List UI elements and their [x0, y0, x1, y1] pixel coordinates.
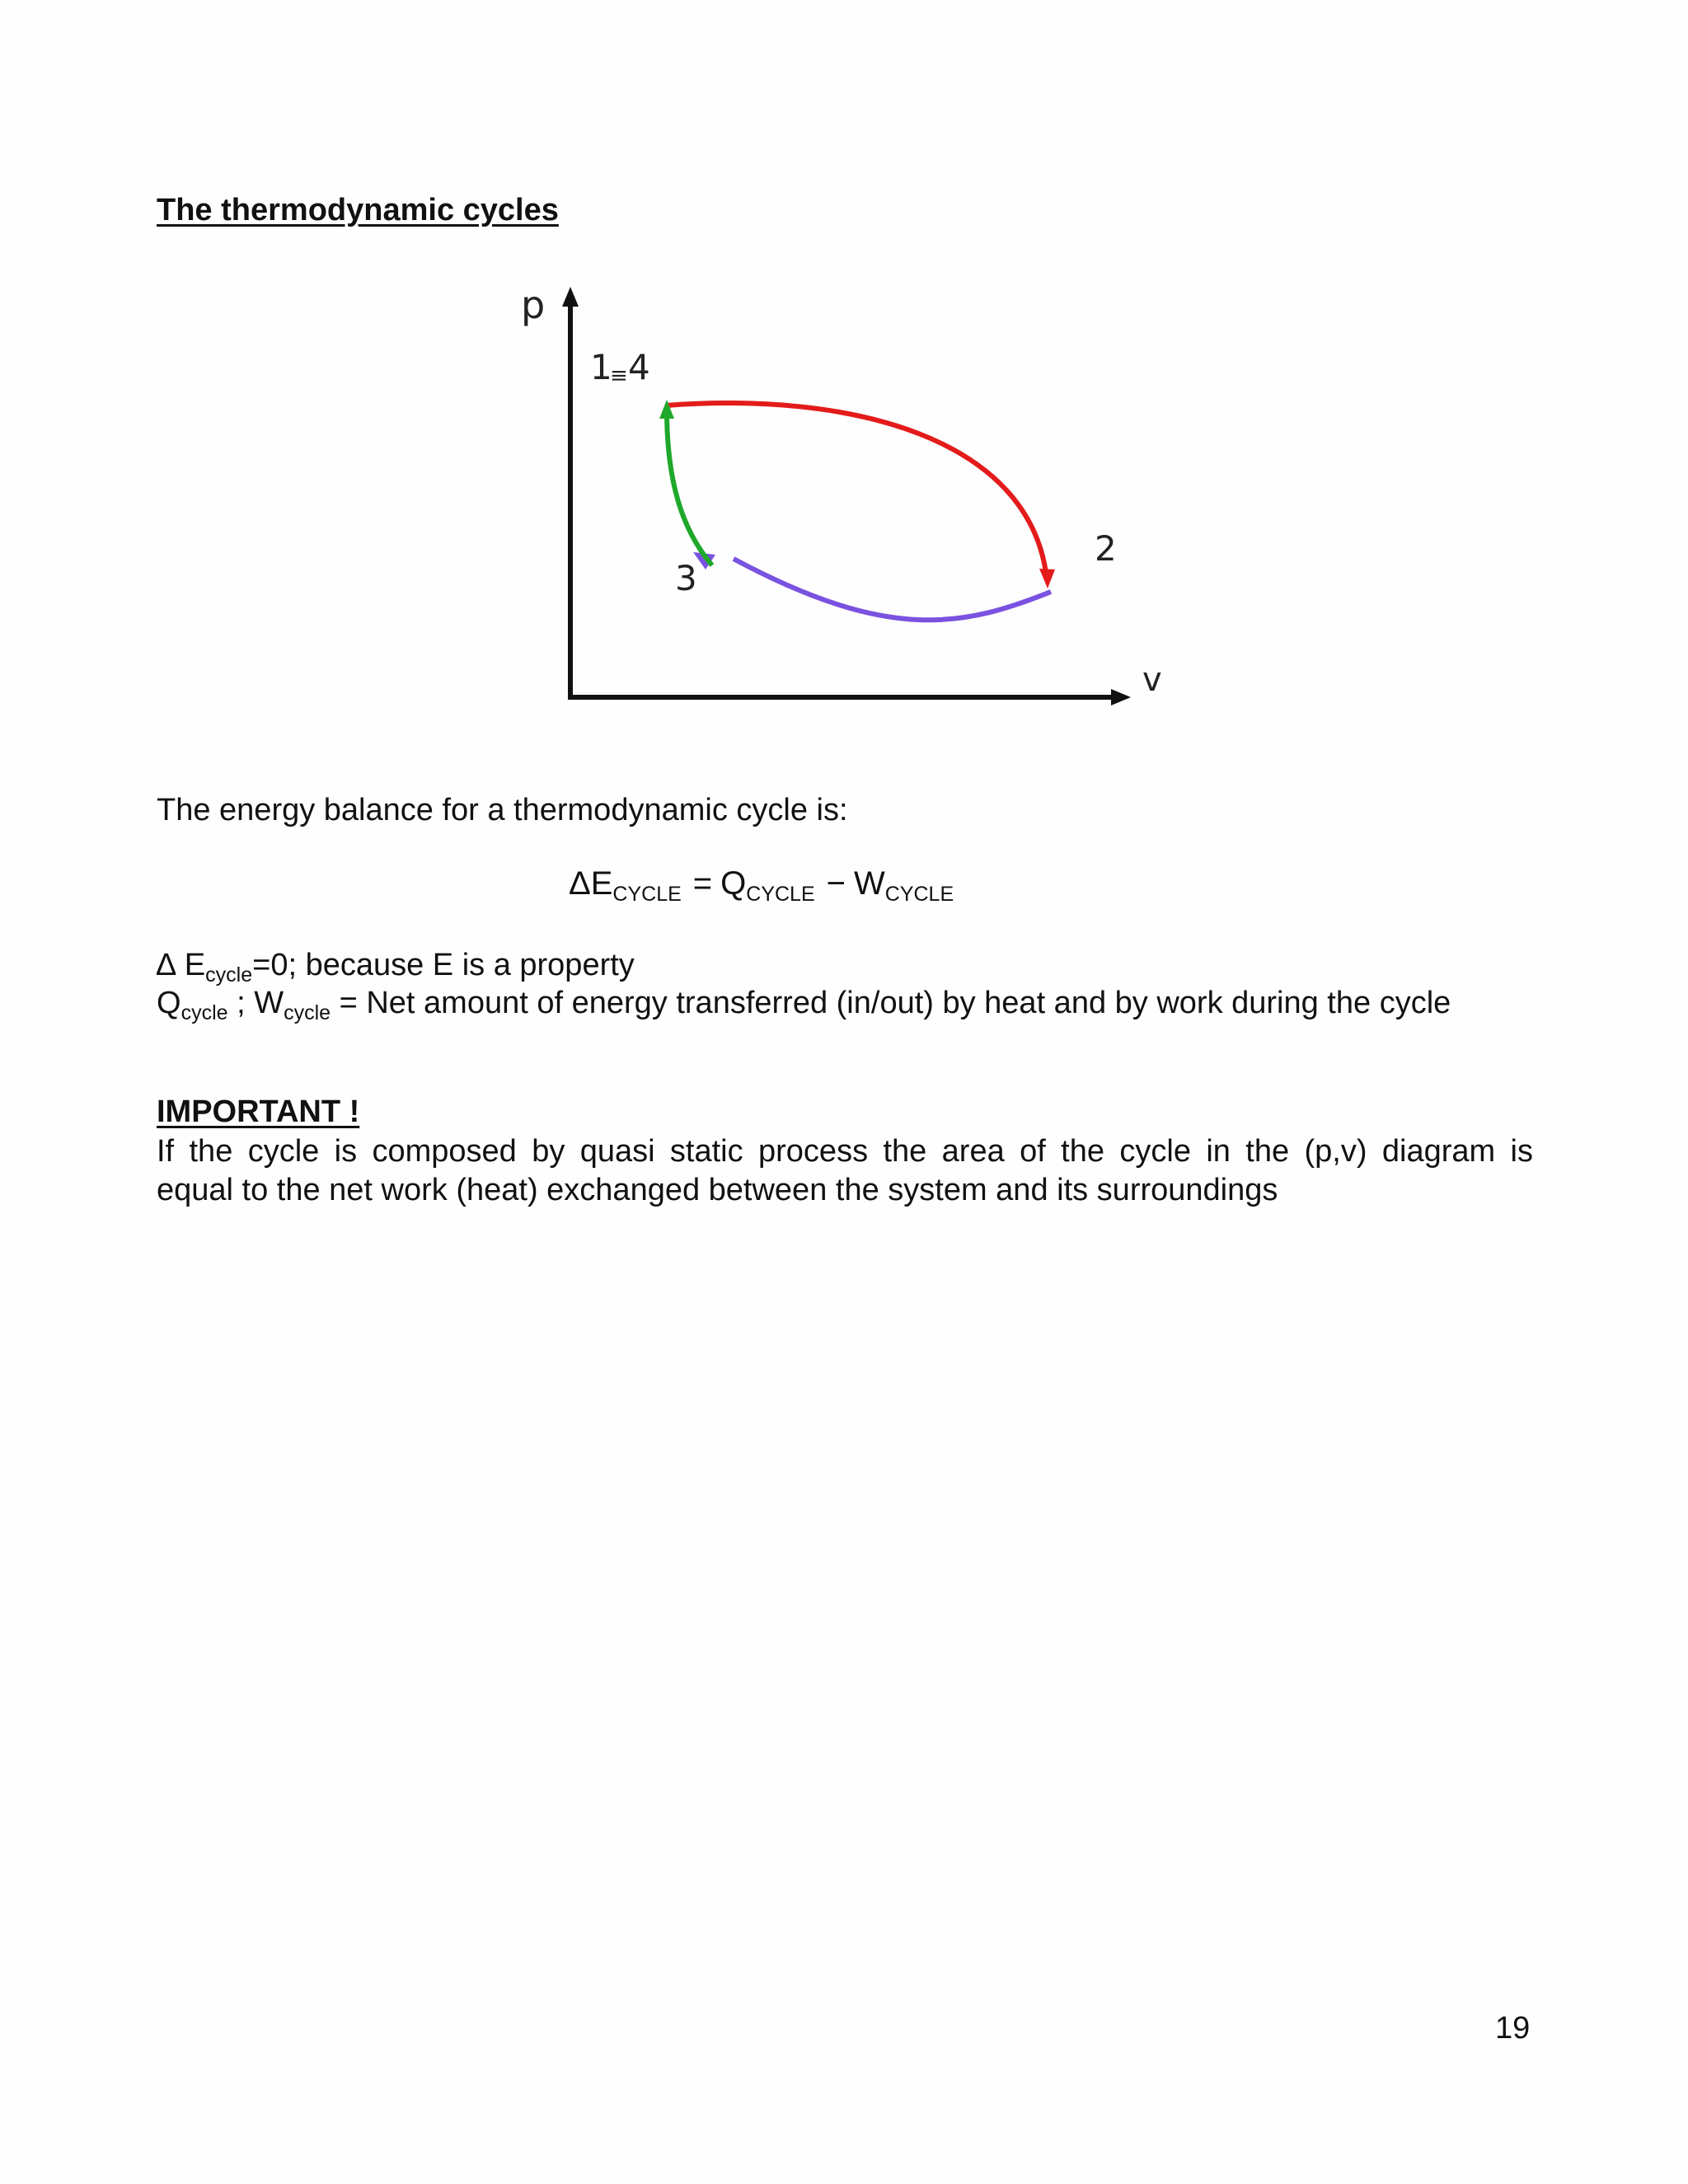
- intro-text: The energy balance for a thermodynamic cycle is:: [157, 793, 848, 827]
- important-paragraph: [157, 1132, 1533, 1210]
- important-heading: IMPORTANT !: [157, 1094, 360, 1129]
- equation-w: W: [854, 865, 885, 902]
- delta-e-statement: [157, 946, 635, 985]
- delta-e-rest: =0; because E is a property: [252, 948, 635, 982]
- equation-q-subscript: CYCLE: [746, 883, 815, 906]
- qw-q: Q: [157, 986, 181, 1020]
- equation-equals: =: [692, 865, 713, 902]
- process-3-4-arrow-icon: [659, 400, 674, 419]
- equation-delta-e: ΔE: [569, 865, 613, 902]
- x-axis-arrow-icon: [1111, 689, 1131, 705]
- point-equiv-symbol: ≡: [610, 363, 628, 388]
- y-axis-arrow-icon: [562, 287, 579, 307]
- section-heading: The thermodynamic cycles: [157, 193, 559, 227]
- important-line-1: If the cycle is composed by quasi static process the area of the cycle in the (p,v) diagram is: [157, 1134, 1533, 1169]
- qw-separator: ; W: [227, 986, 284, 1020]
- point-2-label: 2: [1095, 528, 1117, 569]
- qw-rest: = Net amount of energy transferred (in/out) by heat and by work during the cycle: [331, 986, 1451, 1020]
- qw-w-subscript: cycle: [284, 1001, 331, 1024]
- important-line-2: equal to the net work (heat) exchanged between the system and its surroundings: [157, 1173, 1278, 1207]
- delta-e-prefix: ∆ E: [157, 948, 206, 982]
- process-2-3-curve: [734, 559, 1051, 620]
- qw-q-subscript: cycle: [181, 1001, 228, 1024]
- process-3-4-curve: [667, 415, 712, 565]
- energy-balance-equation: [569, 865, 954, 906]
- qw-statement: [157, 984, 1451, 1023]
- delta-e-subscript: cycle: [205, 963, 253, 987]
- equation-q: Q: [720, 865, 747, 902]
- process-1-2-arrow-icon: [1039, 569, 1055, 588]
- equation-w-subscript: CYCLE: [884, 883, 954, 906]
- equation-e-subscript: CYCLE: [612, 883, 682, 906]
- page-number: 19: [1495, 2011, 1531, 2046]
- point-3-label: 3: [675, 558, 697, 598]
- point-1-label: 1: [590, 347, 612, 387]
- point-4-label: 4: [628, 347, 650, 387]
- x-axis-label: v: [1142, 661, 1162, 699]
- pv-cycle-diagram: [503, 280, 1195, 725]
- process-1-2-curve: [666, 403, 1047, 579]
- y-axis-label: p: [521, 283, 546, 327]
- equation-minus: −: [826, 865, 846, 902]
